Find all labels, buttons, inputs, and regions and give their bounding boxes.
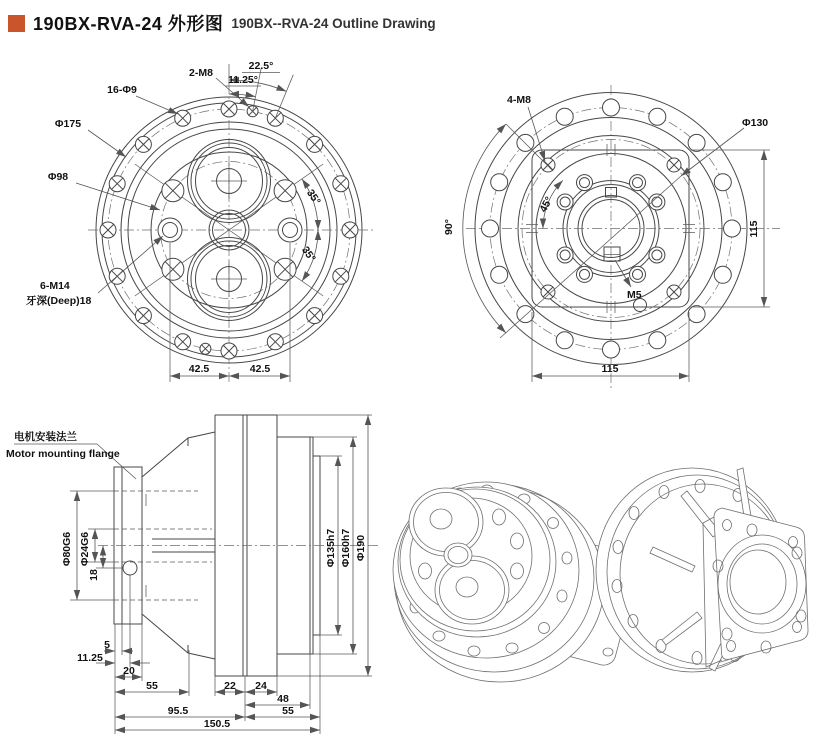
dim-22: 22 <box>224 680 236 692</box>
label-16-phi9: 16-Φ9 <box>107 84 137 96</box>
label-phi98: Φ98 <box>47 171 69 183</box>
dim-42-5-right: 42.5 <box>249 363 271 375</box>
dim-phi24: Φ24G6 <box>79 531 91 567</box>
label-4m8: 4-M8 <box>507 94 531 106</box>
dim-95-5: 95.5 <box>167 705 189 717</box>
label-angle-45: 45° <box>537 194 556 215</box>
label-phi130: Φ130 <box>742 117 769 129</box>
dim-5: 5 <box>104 639 110 651</box>
label-m5: M5 <box>627 289 642 301</box>
iso-gear-1 <box>409 488 483 556</box>
dim-150-5: 150.5 <box>203 718 231 730</box>
dim-115-bottom: 115 <box>601 363 619 375</box>
side-view <box>6 415 380 734</box>
m5-setscrew <box>604 247 620 261</box>
dim-42-5-left: 42.5 <box>188 363 210 375</box>
dim-55-front: 55 <box>146 680 158 692</box>
dim-24: 24 <box>255 680 267 692</box>
dim-20: 20 <box>123 665 135 677</box>
label-angle-11-25: 11.25° <box>228 74 258 86</box>
dim-phi190: Φ190 <box>355 534 367 562</box>
dim-115-right: 115 <box>748 220 760 238</box>
iso-gear-2 <box>435 556 509 624</box>
dim-phi135: Φ135h7 <box>325 528 337 568</box>
label-2m8: 2-M8 <box>189 67 213 79</box>
dim-55-rear: 55 <box>282 705 294 717</box>
m14-holes <box>158 180 302 281</box>
label-angle-90: 90° <box>443 219 455 235</box>
drawing-title-en: 190BX--RVA-24 Outline Drawing <box>231 15 436 31</box>
dim-phi160: Φ160h7 <box>340 528 352 568</box>
dim-phi80: Φ80G6 <box>61 531 73 567</box>
dim-48: 48 <box>277 693 289 705</box>
label-angle-22-5: 22.5° <box>248 60 274 72</box>
iso-view-rear <box>596 468 808 672</box>
label-tap-depth: 牙深(Deep)18 <box>26 295 92 307</box>
dim-18: 18 <box>88 569 100 581</box>
label-35-lower: 35° <box>298 244 318 265</box>
rear-view <box>443 85 780 388</box>
flange-label-zh: 电机安装法兰 <box>14 431 77 443</box>
label-6m14: 6-M14 <box>40 280 70 292</box>
label-35-upper: 35° <box>303 187 323 208</box>
dim-11-25: 11.25 <box>77 652 103 664</box>
label-phi175: Φ175 <box>54 118 82 130</box>
front-view <box>26 60 374 382</box>
flange-label-en: Motor mounting flange <box>6 448 120 460</box>
drawing-title-zh: 190BX-RVA-24 外形图 <box>33 14 224 34</box>
